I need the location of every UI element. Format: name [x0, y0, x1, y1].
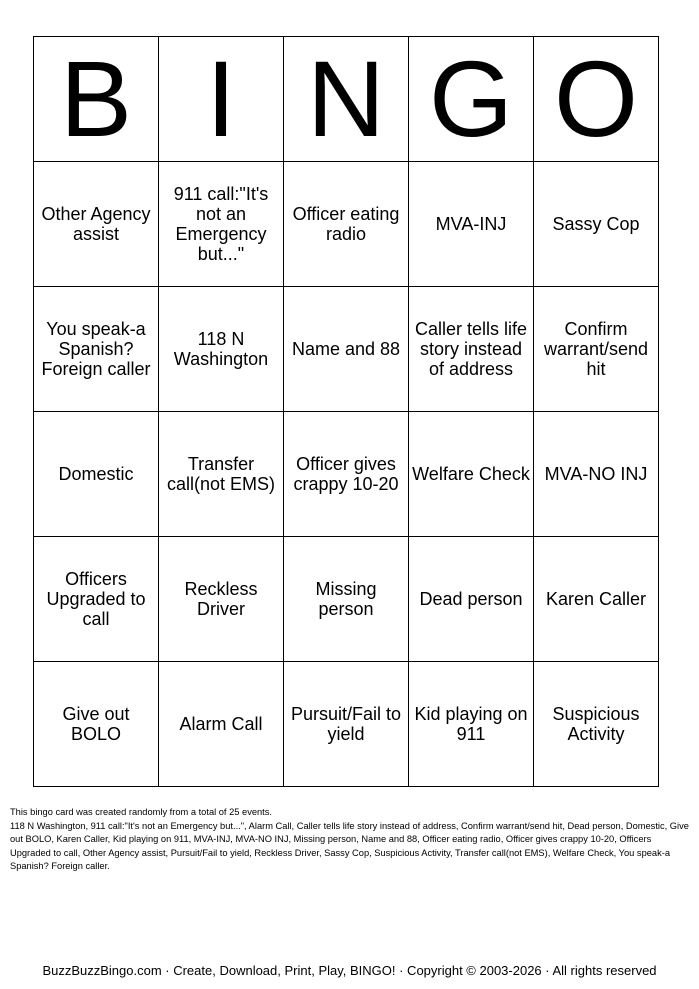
bingo-row: [34, 537, 659, 662]
bingo-row: [34, 412, 659, 537]
cell-text: Dead person: [419, 588, 523, 609]
card-info-summary: This bingo card was created randomly from a total of 25 events.: [10, 807, 272, 817]
cell-text: Alarm Call: [179, 713, 263, 734]
bingo-card: [33, 36, 659, 787]
bingo-cell: [284, 287, 409, 412]
bingo-row: [34, 287, 659, 412]
cell-text: Pursuit/Fail to yield: [290, 703, 402, 744]
bingo-row: [34, 162, 659, 287]
bingo-cell: [409, 662, 534, 787]
bingo-cell: [159, 662, 284, 787]
header-letter-i: I: [159, 37, 284, 162]
bingo-cell: [34, 537, 159, 662]
bingo-cell: [534, 662, 659, 787]
cell-text: Domestic: [58, 463, 134, 484]
bingo-cell: [409, 287, 534, 412]
bingo-cell: [34, 287, 159, 412]
bingo-row: [34, 662, 659, 787]
bingo-cell: [159, 287, 284, 412]
bingo-header-row: [34, 37, 659, 162]
cell-text: Sassy Cop: [552, 213, 640, 234]
cell-text: Reckless Driver: [184, 578, 258, 619]
header-letter-b: B: [34, 37, 159, 162]
bingo-cell: [409, 162, 534, 287]
cell-text: Missing person: [315, 578, 377, 619]
cell-text: Officers Upgraded to call: [46, 568, 146, 629]
cell-text: 118 N Washington: [173, 328, 269, 369]
header-letter-o: O: [534, 37, 659, 162]
bingo-cell: [409, 412, 534, 537]
bingo-cell: [159, 162, 284, 287]
header-letter-g: G: [409, 37, 534, 162]
cell-text: Kid playing on 911: [414, 703, 528, 744]
bingo-cell: [34, 412, 159, 537]
cell-text: Transfer call(not EMS): [166, 453, 276, 494]
bingo-cell: [534, 537, 659, 662]
header-letter-n: N: [284, 37, 409, 162]
card-info-events-list: 118 N Washington, 911 call:"It's not an Emergency but...", Alarm Call, Caller tells life story instead of address, Confirm warrant/send hit, Dead person, Domestic, Give out BOLO, Karen Caller, Kid playing on 911, MVA-INJ, MVA-NO INJ, Missing person, Name and 88, Officer eating radio, Officer gives crappy 10-20, Officers Upgraded to call, Other Agency assist, Pursuit/Fail to yield, Reckless Driver, Sassy Cop, Suspicious Activity, Transfer call(not EMS), Welfare Check, You speak-a Spanish? Foreign caller.: [10, 820, 689, 871]
cell-text: You speak-a Spanish? Foreign caller: [41, 318, 151, 379]
cell-text: Other Agency assist: [41, 203, 151, 244]
cell-text: Welfare Check: [412, 463, 530, 484]
page-footer: BuzzBuzzBingo.com · Create, Download, Print, Play, BINGO! · Copyright © 2003-2026 · All rights reserved: [42, 963, 657, 978]
cell-text: Officer eating radio: [292, 203, 400, 244]
bingo-cell: [534, 287, 659, 412]
bingo-cell: [284, 537, 409, 662]
bingo-cell: [534, 162, 659, 287]
bingo-cell: [534, 412, 659, 537]
cell-text: Name and 88: [291, 338, 401, 359]
bingo-cell: [284, 162, 409, 287]
card-info: [10, 806, 690, 874]
cell-text: Caller tells life story instead of address: [414, 318, 528, 379]
bingo-cell: [409, 537, 534, 662]
cell-text: Give out BOLO: [62, 703, 130, 744]
bingo-cell: [34, 162, 159, 287]
cell-text: Suspicious Activity: [552, 703, 640, 744]
cell-text: Karen Caller: [545, 588, 647, 609]
cell-text: MVA-NO INJ: [544, 463, 648, 484]
bingo-cell: [159, 412, 284, 537]
bingo-cell: [34, 662, 159, 787]
cell-text: 911 call:"It's not an Emergency but...": [173, 183, 269, 264]
bingo-cell: [284, 662, 409, 787]
cell-text: Confirm warrant/send hit: [543, 318, 649, 379]
cell-text: Officer gives crappy 10-20: [293, 453, 399, 494]
bingo-cell: [284, 412, 409, 537]
cell-text: MVA-INJ: [435, 213, 507, 234]
bingo-cell: [159, 537, 284, 662]
